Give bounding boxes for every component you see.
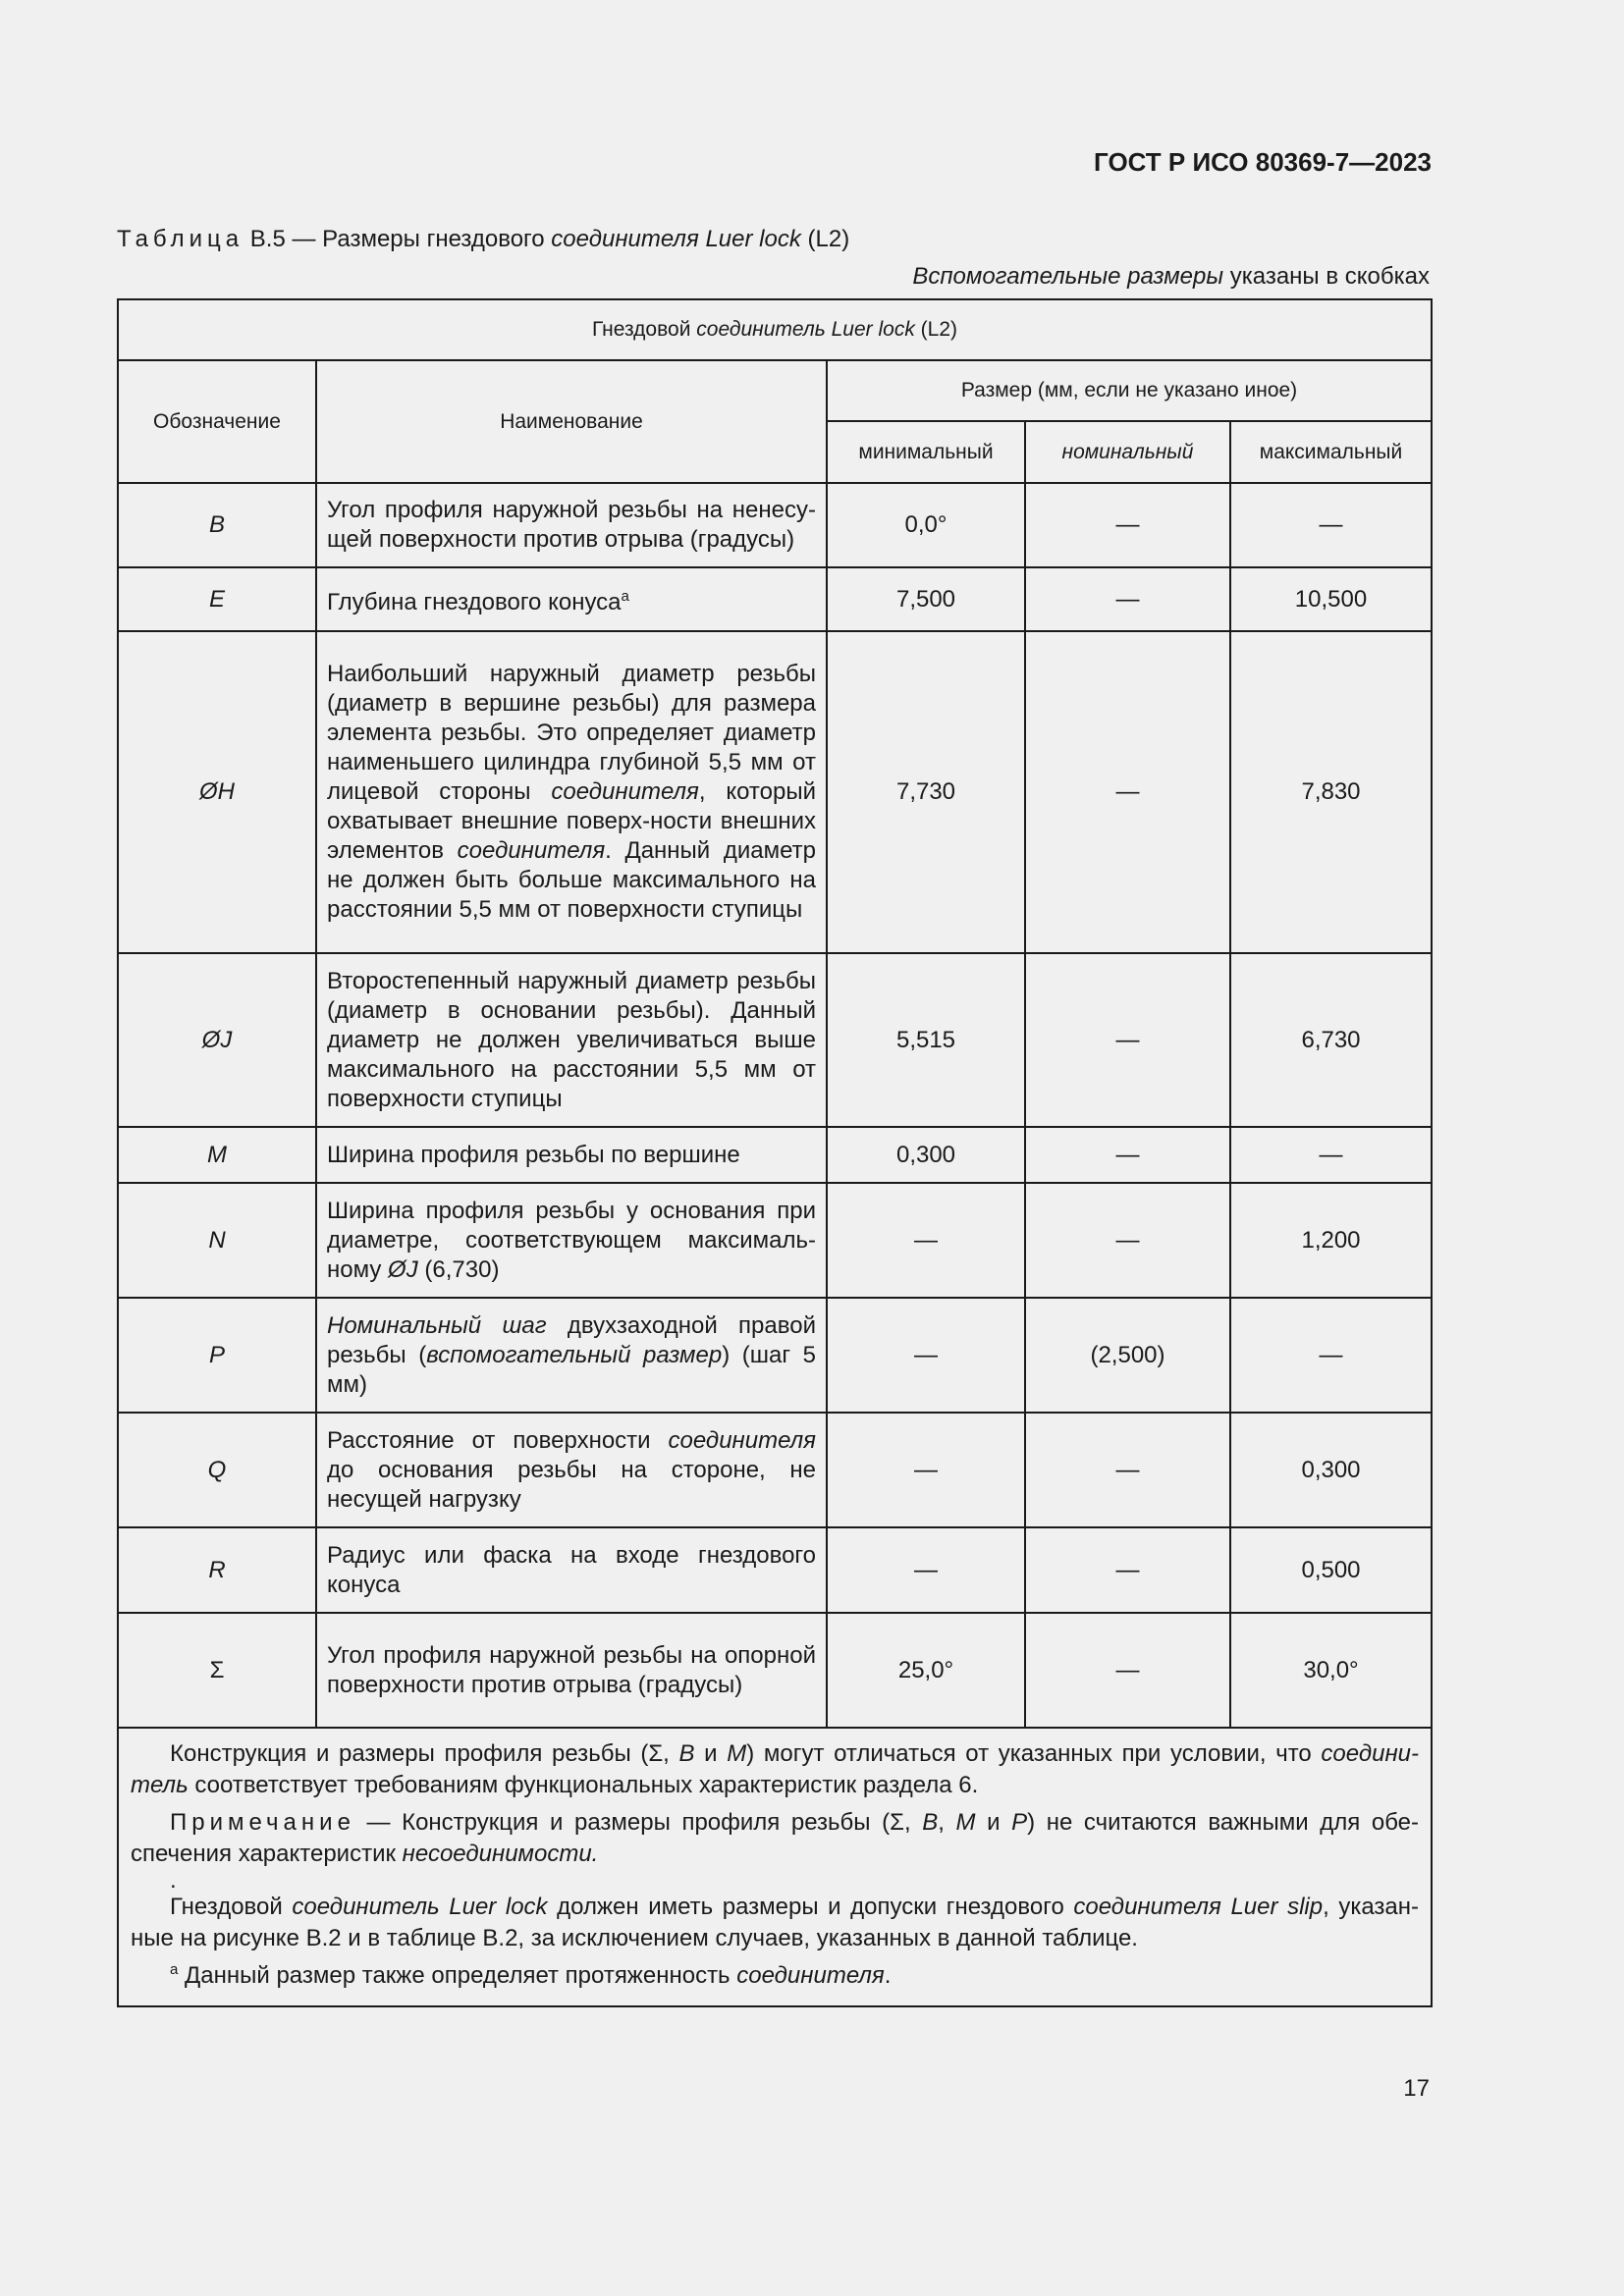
row-description: Угол профиля наружной резьбы на ненесу-щей поверхности против отрыва (градусы) (316, 483, 827, 567)
row-description: Радиус или фаска на входе гнездового конуса (316, 1527, 827, 1613)
row-symbol: B (118, 483, 316, 567)
row-min: 25,0° (827, 1613, 1025, 1728)
row-min: 5,515 (827, 953, 1025, 1127)
standard-id: ГОСТ Р ИСО 80369-7—2023 (1094, 147, 1432, 177)
table-row (118, 953, 1432, 1127)
footer-notes (118, 1728, 1432, 2006)
dimensions-table (117, 298, 1433, 2007)
row-nom: — (1025, 567, 1230, 631)
row-symbol: N (118, 1183, 316, 1298)
row-nom: — (1025, 483, 1230, 567)
footer-dot: . (170, 1867, 177, 1894)
table-row (118, 1127, 1432, 1183)
row-max: 10,500 (1230, 567, 1432, 631)
row-symbol: R (118, 1527, 316, 1613)
table-row (118, 483, 1432, 567)
table-row (118, 1183, 1432, 1298)
row-symbol: P (118, 1298, 316, 1413)
row-max: — (1230, 1127, 1432, 1183)
row-symbol: ØJ (118, 953, 316, 1127)
row-symbol: M (118, 1127, 316, 1183)
footer-paragraph-3: Гнездовой соединитель Luer lock должен иметь размеры и допуски гнездового соединителя Luer slip, указан-ные на рисунке B.2 и в таблице B.2, за исключением случаев, указанных в данной таблице. (131, 1894, 1420, 1951)
row-min: 7,500 (827, 567, 1025, 631)
row-nom: — (1025, 1527, 1230, 1613)
table-row (118, 567, 1432, 631)
row-min: 0,0° (827, 483, 1025, 567)
row-min: — (827, 1527, 1025, 1613)
row-min: 0,300 (827, 1127, 1025, 1183)
table-row (118, 631, 1432, 953)
row-description: Угол профиля наружной резьбы на опорной поверхности против отрыва (градусы) (316, 1613, 827, 1728)
row-max: 30,0° (1230, 1613, 1432, 1728)
table-row (118, 1298, 1432, 1413)
table-row (118, 1527, 1432, 1613)
row-nom: — (1025, 631, 1230, 953)
row-nom: (2,500) (1025, 1298, 1230, 1413)
header-designation: Обозначение (118, 360, 316, 483)
row-nom: — (1025, 1127, 1230, 1183)
row-description: Наибольший наружный диаметр резьбы (диаметр в вершине резьбы) для размера элемента резьбы. Это определяет диаметр наименьшего цилиндра глубиной 5,5 мм от лицевой стороны соединителя, который охватывает внешние поверх-ности внешних элементов соединителя. Данный диаметр не должен быть больше максимального на расстоянии 5,5 мм от поверхности ступицы (316, 631, 827, 953)
row-max: 6,730 (1230, 953, 1432, 1127)
auxiliary-note: Вспомогательные размеры указаны в скобках (912, 263, 1430, 290)
row-min: — (827, 1298, 1025, 1413)
footer-note: Примечание — Конструкция и размеры профиля резьбы (Σ, B, M и P) не считаются важными для обе-спечения характеристик несоединимости. (131, 1809, 1420, 1867)
row-min: — (827, 1413, 1025, 1527)
header-min: минимальный (827, 421, 1025, 483)
table-row (118, 1413, 1432, 1527)
row-nom: — (1025, 1413, 1230, 1527)
footnote-a: $^a$ Данный размер также определяет протяженность соединителя. (170, 1961, 892, 1989)
header-size: Размер (мм, если не указано иное) (827, 360, 1432, 421)
row-max: 0,500 (1230, 1527, 1432, 1613)
table-row (118, 1613, 1432, 1728)
row-max: — (1230, 1298, 1432, 1413)
row-min: — (827, 1183, 1025, 1298)
row-max: — (1230, 483, 1432, 567)
header-max: максимальный (1230, 421, 1432, 483)
row-nom: — (1025, 953, 1230, 1127)
row-description: Номинальный шаг двухзаходной правой резьбы (вспомогательный размер) (шаг 5 мм) (316, 1298, 827, 1413)
row-nom: — (1025, 1183, 1230, 1298)
page-number: 17 (1403, 2075, 1430, 2102)
row-symbol: E (118, 567, 316, 631)
row-min: 7,730 (827, 631, 1025, 953)
row-nom: — (1025, 1613, 1230, 1728)
row-max: 0,300 (1230, 1413, 1432, 1527)
row-description: Ширина профиля резьбы по вершине (316, 1127, 827, 1183)
table-caption: Таблица B.5 — Размеры гнездового соединителя Luer lock (L2) (117, 226, 850, 252)
row-description: Ширина профиля резьбы у основания при диаметре, соответствующем максималь-ному ØJ (6,730) (316, 1183, 827, 1298)
table-footer (118, 1728, 1432, 2006)
row-max: 1,200 (1230, 1183, 1432, 1298)
row-description: Второстепенный наружный диаметр резьбы (диаметр в основании резьбы). Данный диаметр не должен увеличиваться выше максимального на расстоянии 5,5 мм от поверхности ступицы (316, 953, 827, 1127)
row-description: Расстояние от поверхности соединителя до основания резьбы на стороне, не несущей нагрузку (316, 1413, 827, 1527)
row-symbol: Σ (118, 1613, 316, 1728)
header-nom: номинальный (1025, 421, 1230, 483)
footer-paragraph-1: Конструкция и размеры профиля резьбы (Σ, B и M) могут отличаться от указанных при условии, что соедини-тель соответствует требованиям функциональных характеристик раздела 6. (131, 1740, 1420, 1798)
row-symbol: ØH (118, 631, 316, 953)
header-name: Наименование (316, 360, 827, 483)
row-symbol: Q (118, 1413, 316, 1527)
row-max: 7,830 (1230, 631, 1432, 953)
row-description: Глубина гнездового конуса$^a$ (316, 567, 827, 631)
table-caption-cell: Гнездовой соединитель Luer lock (L2) (118, 299, 1432, 360)
